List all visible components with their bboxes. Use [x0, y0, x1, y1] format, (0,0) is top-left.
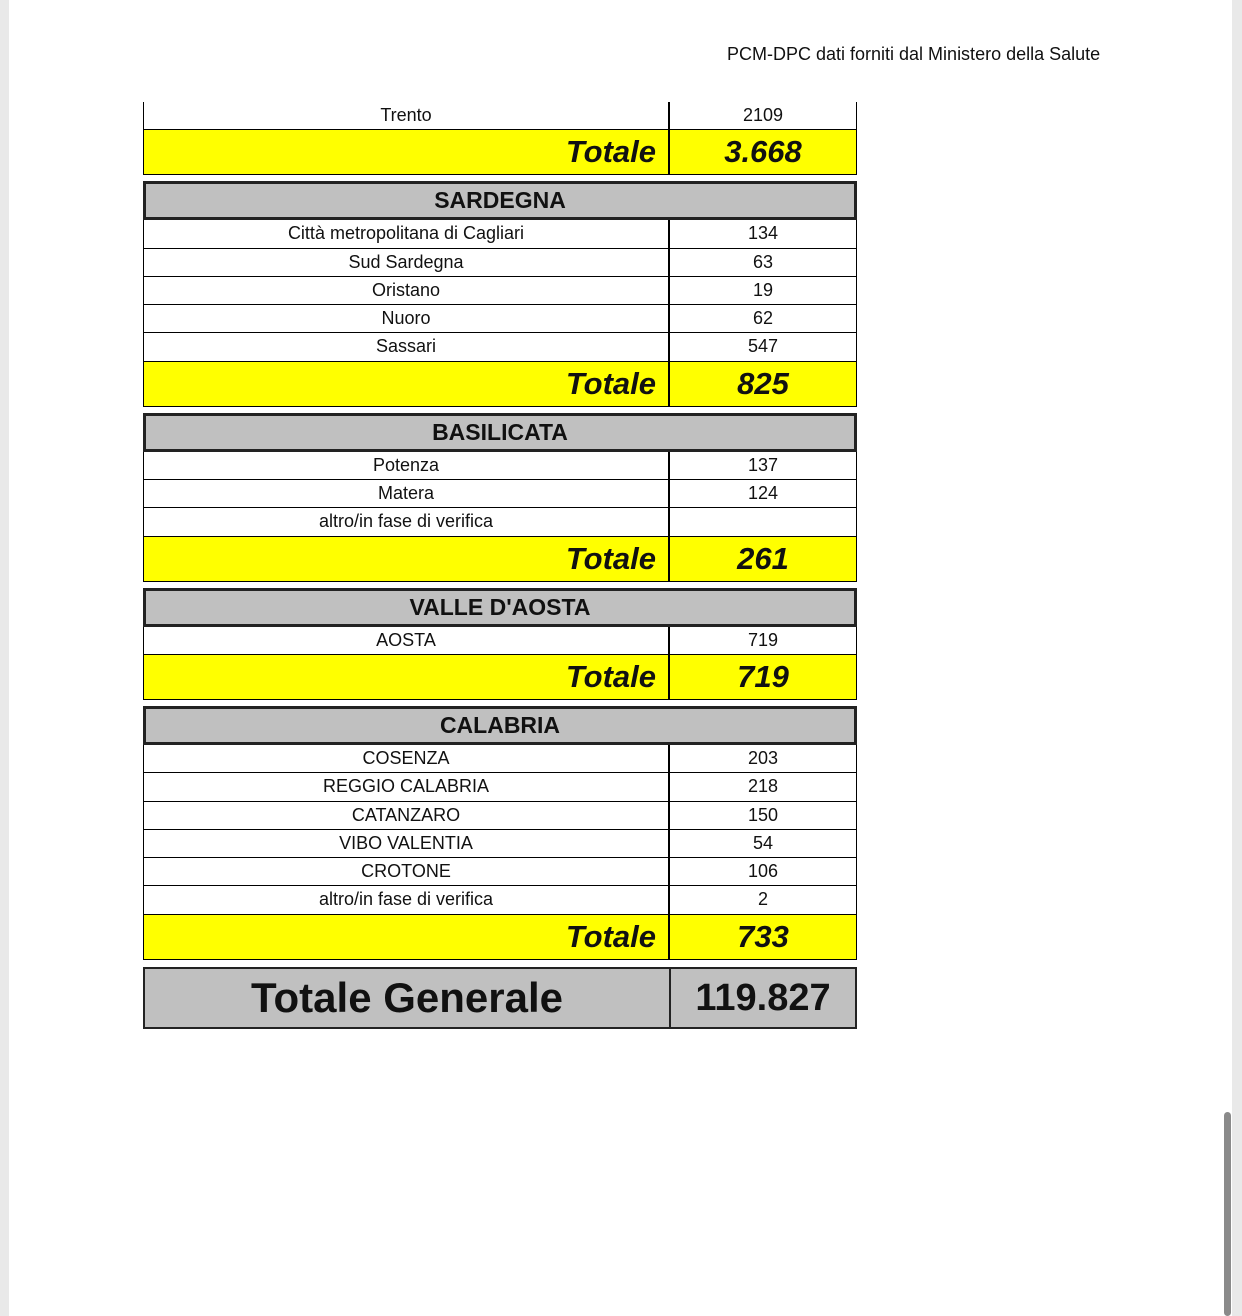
region-header: VALLE D'AOSTA [143, 588, 857, 627]
province-value: 19 [752, 279, 774, 300]
province-value: 218 [747, 776, 779, 797]
province-name: Trento [144, 102, 670, 129]
province-name: REGGIO CALABRIA [144, 773, 670, 800]
total-value: 825 [737, 365, 789, 401]
total-label: Totale [144, 362, 670, 406]
region-total-row [143, 915, 857, 960]
region-header: SARDEGNA [143, 181, 857, 220]
province-name: altro/in fase di verifica [144, 508, 670, 535]
vertical-scrollbar[interactable] [1224, 1112, 1231, 1316]
province-value: 719 [747, 629, 779, 650]
table-row [143, 745, 857, 773]
province-value: 124 [747, 483, 779, 504]
page-header: PCM-DPC dati forniti dal Ministero della Salute [727, 44, 1101, 64]
province-value: 54 [752, 832, 774, 853]
province-name: Città metropolitana di Cagliari [144, 220, 670, 247]
province-name: VIBO VALENTIA [144, 830, 670, 857]
region-total-row [143, 655, 857, 700]
province-value: 106 [747, 861, 779, 882]
total-label: Totale [144, 915, 670, 959]
region-total-row [143, 537, 857, 582]
table-row [143, 305, 857, 333]
province-value: 62 [752, 308, 774, 329]
table-row [143, 886, 857, 914]
grand-total-value: 119.827 [695, 976, 831, 1019]
province-value: 134 [747, 223, 779, 244]
province-name: altro/in fase di verifica [144, 886, 670, 913]
total-label: Totale [144, 537, 670, 581]
total-label: Totale [144, 130, 670, 174]
province-value: 203 [747, 747, 779, 768]
total-label: Totale [144, 655, 670, 699]
table-row [143, 508, 857, 536]
table-row [143, 102, 857, 130]
province-value: 150 [747, 804, 779, 825]
region-total-row [143, 130, 857, 175]
table-row [143, 773, 857, 801]
table-row [143, 277, 857, 305]
region-header: BASILICATA [143, 413, 857, 452]
total-value: 719 [737, 658, 789, 694]
province-name: CROTONE [144, 858, 670, 885]
total-value: 3.668 [724, 134, 802, 170]
grand-total-label: Totale Generale [145, 969, 671, 1027]
region-total-row [143, 362, 857, 407]
province-name: Oristano [144, 277, 670, 304]
table-row [143, 480, 857, 508]
province-value: 137 [747, 454, 779, 475]
table-row [143, 802, 857, 830]
total-value: 261 [737, 540, 789, 576]
province-name: CATANZARO [144, 802, 670, 829]
province-value: 63 [752, 251, 774, 272]
province-name: Potenza [144, 452, 670, 479]
table-row [143, 220, 857, 248]
total-value: 733 [737, 918, 789, 954]
province-value: 547 [747, 336, 779, 357]
province-name: Sassari [144, 333, 670, 360]
table-row [143, 627, 857, 655]
document-page [9, 0, 1232, 1316]
table-row [143, 452, 857, 480]
province-name: Matera [144, 480, 670, 507]
table-row [143, 333, 857, 361]
province-value: 2109 [742, 105, 784, 125]
province-value: 2 [757, 889, 768, 910]
table-row [143, 858, 857, 886]
province-name: AOSTA [144, 627, 670, 654]
grand-total-row [143, 967, 857, 1029]
province-name: Nuoro [144, 305, 670, 332]
table-row [143, 830, 857, 858]
table-row [143, 249, 857, 277]
province-name: Sud Sardegna [144, 249, 670, 276]
province-name: COSENZA [144, 745, 670, 772]
cases-table [143, 102, 857, 1029]
region-header: CALABRIA [143, 706, 857, 745]
province-value [670, 508, 856, 535]
